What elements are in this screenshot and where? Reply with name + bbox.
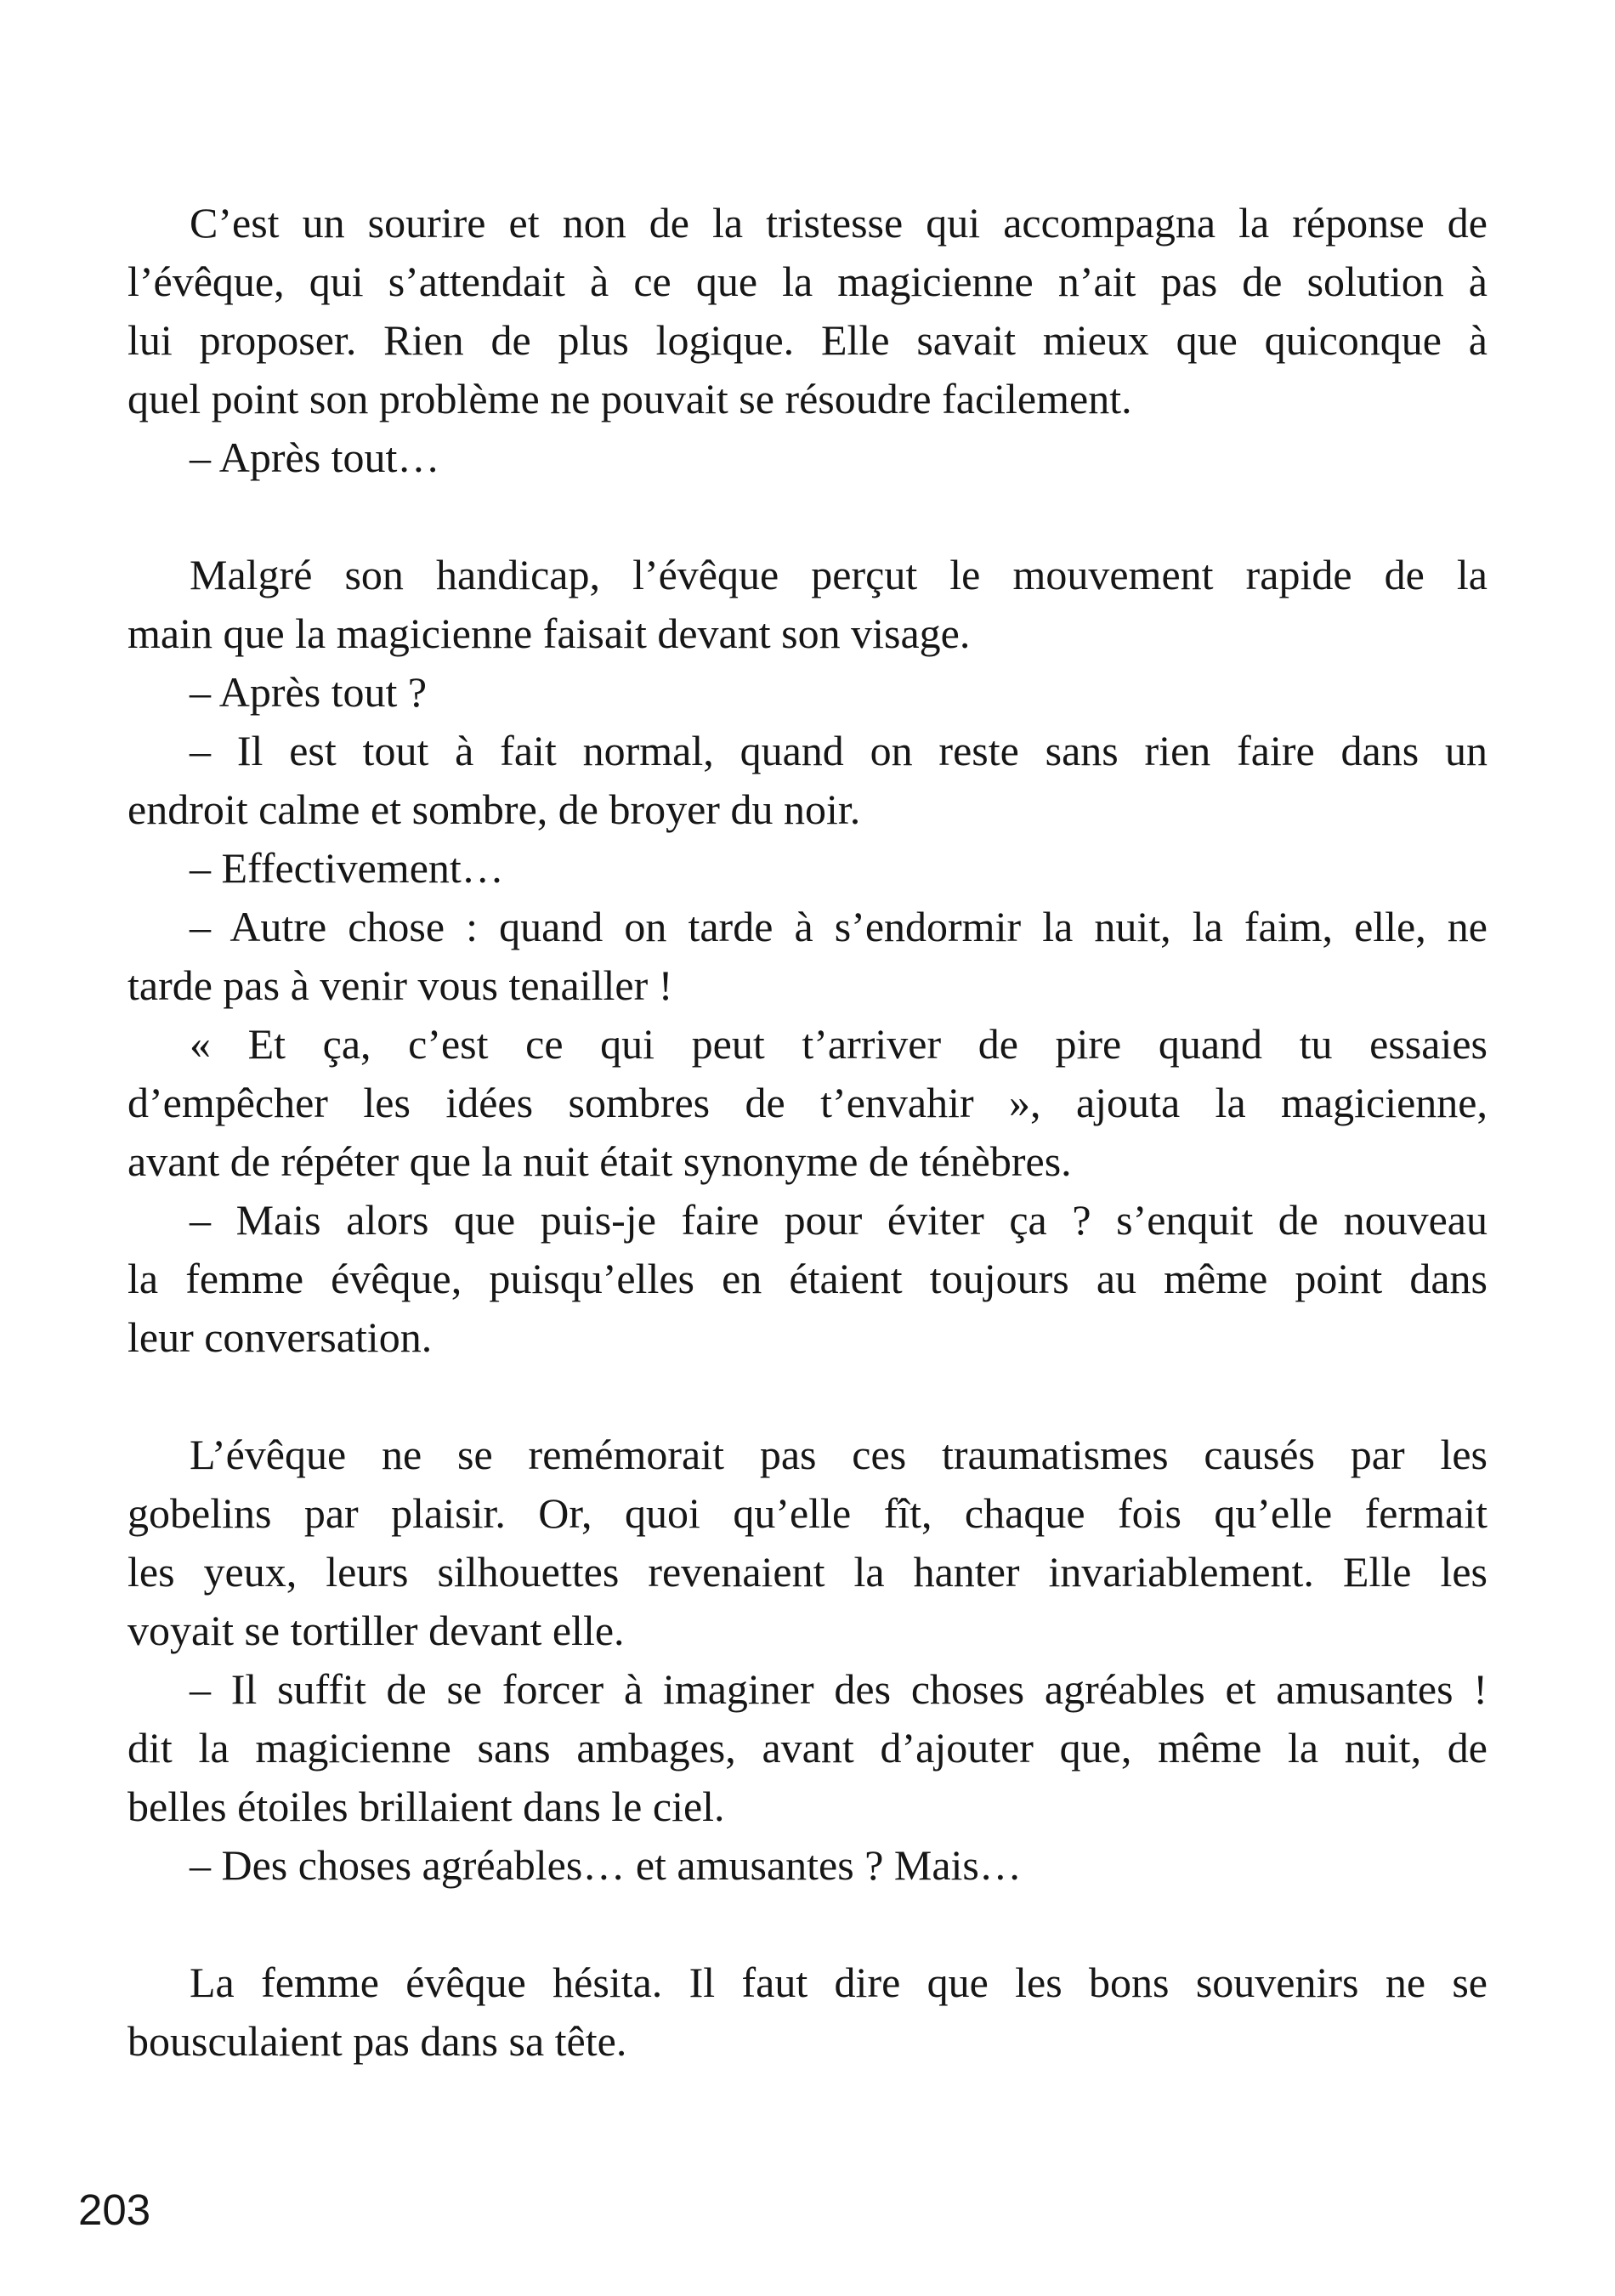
- text-line: – Après tout…: [190, 434, 440, 481]
- text-line: – Après tout ?: [190, 668, 428, 716]
- text-line: – Mais alors que puis-je faire pour éviter ça ? s’enquit de nouveau: [190, 1196, 1488, 1244]
- blank-line: [128, 487, 1488, 546]
- blank-line: [128, 1895, 1488, 1953]
- text-line: gobelins par plaisir. Or, quoi qu’elle fît, chaque fois qu’elle fermait: [128, 1489, 1488, 1537]
- blank-line: [128, 1367, 1488, 1426]
- text-line: La femme évêque hésita. Il faut dire que les bons souvenirs ne se: [190, 1959, 1488, 2006]
- text-line: – Il suffit de se forcer à imaginer des choses agréables et amusantes !: [190, 1665, 1488, 1713]
- text-line: belles étoiles brillaient dans le ciel.: [128, 1783, 725, 1830]
- text-line: – Des choses agréables… et amusantes ? Mais…: [190, 1841, 1022, 1889]
- text-line: « Et ça, c’est ce qui peut t’arriver de pire quand tu essaies: [190, 1020, 1488, 1068]
- text-line: – Il est tout à fait normal, quand on reste sans rien faire dans un: [190, 727, 1488, 774]
- text-line: quel point son problème ne pouvait se résoudre facilement.: [128, 375, 1132, 422]
- text-line: les yeux, leurs silhouettes revenaient la hanter invariablement. Elle les: [128, 1548, 1488, 1596]
- text-line: la femme évêque, puisqu’elles en étaient toujours au même point dans: [128, 1255, 1488, 1302]
- text-line: avant de répéter que la nuit était synonyme de ténèbres.: [128, 1137, 1072, 1185]
- text-line: d’empêcher les idées sombres de t’envahir », ajouta la magicienne,: [128, 1079, 1488, 1126]
- text-line: L’évêque ne se remémorait pas ces traumatismes causés par les: [190, 1431, 1488, 1478]
- text-line: tarde pas à venir vous tenailler !: [128, 961, 673, 1009]
- text-line: lui proposer. Rien de plus logique. Elle savait mieux que quiconque à: [128, 316, 1488, 364]
- body-text: [128, 194, 1488, 2071]
- text-line: C’est un sourire et non de la tristesse qui accompagna la réponse de: [190, 199, 1488, 247]
- text-line: leur conversation.: [128, 1313, 433, 1361]
- text-line: – Autre chose : quand on tarde à s’endormir la nuit, la faim, elle, ne: [190, 903, 1488, 950]
- text-line: endroit calme et sombre, de broyer du noir.: [128, 785, 861, 833]
- text-line: dit la magicienne sans ambages, avant d’ajouter que, même la nuit, de: [128, 1724, 1488, 1772]
- text-line: l’évêque, qui s’attendait à ce que la magicienne n’ait pas de solution à: [128, 258, 1488, 305]
- text-line: bousculaient pas dans sa tête.: [128, 2017, 627, 2065]
- page-number: 203: [78, 2185, 151, 2234]
- text-line: – Effectivement…: [190, 844, 504, 892]
- text-line: Malgré son handicap, l’évêque perçut le mouvement rapide de la: [190, 551, 1488, 598]
- text-line: voyait se tortiller devant elle.: [128, 1607, 625, 1654]
- text-line: main que la magicienne faisait devant son visage.: [128, 609, 971, 657]
